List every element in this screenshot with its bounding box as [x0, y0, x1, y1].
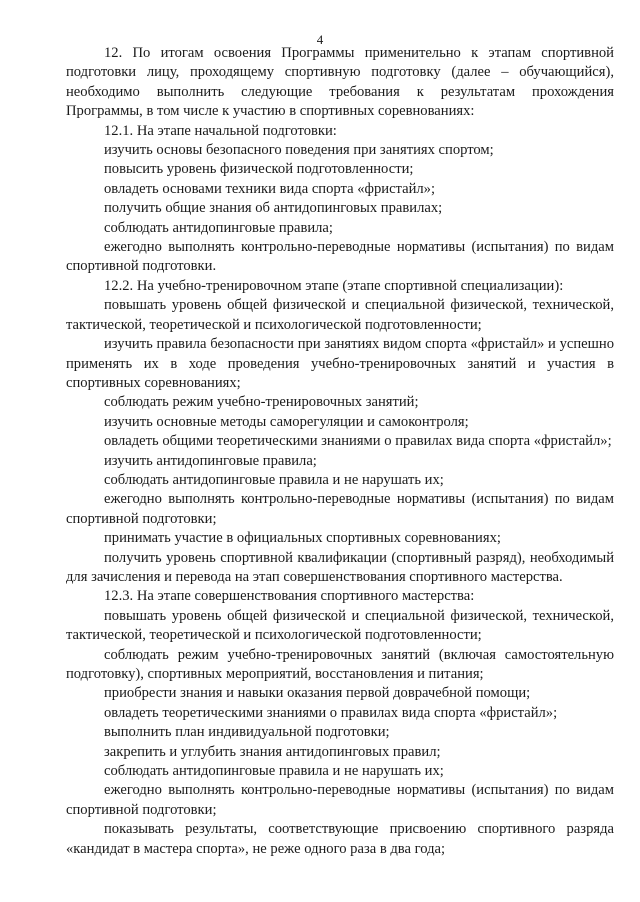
- list-item: ежегодно выполнять контрольно-переводные нормативы (испытания) по видам спортивной подготовки.: [66, 239, 614, 275]
- document-body: [66, 44, 614, 859]
- list-item: повышать уровень общей физической и специальной физической, технической, тактической, теоретической и психологической подготовленности;: [66, 297, 614, 333]
- subsection-heading-12-2: 12.2. На учебно-тренировочном этапе (этапе спортивной специализации):: [104, 277, 564, 294]
- list-item: ежегодно выполнять контрольно-переводные нормативы (испытания) по видам спортивной подготовки;: [66, 782, 614, 818]
- list-item: овладеть основами техники вида спорта «фристайл»;: [104, 180, 436, 197]
- list-item: соблюдать режим учебно-тренировочных занятий;: [104, 394, 419, 411]
- paragraph-12: 12. По итогам освоения Программы применительно к этапам спортивной подготовки лицу, проходящему спортивную подготовку (далее – обучающийся), необходимо выполнить следующие требования к результатам прохождения Программы, в том числе к участию в спортивных соревнованиях:: [66, 45, 614, 120]
- list-item: получить общие знания об антидопинговых правилах;: [104, 200, 443, 217]
- list-item: изучить основы безопасного поведения при занятиях спортом;: [104, 142, 494, 159]
- list-item: соблюдать режим учебно-тренировочных занятий (включая самостоятельную подготовку), спортивных мероприятий, восстановления и питания;: [66, 646, 614, 682]
- list-item: выполнить план индивидуальной подготовки;: [104, 724, 390, 741]
- list-item: повышать уровень общей физической и специальной физической, технической, тактической, теоретической и психологической подготовленности;: [66, 607, 614, 644]
- list-item: соблюдать антидопинговые правила и не нарушать их;: [104, 763, 444, 780]
- list-item: повысить уровень физической подготовленности;: [104, 161, 414, 178]
- list-item: соблюдать антидопинговые правила;: [104, 219, 333, 236]
- page-number: 4: [316, 32, 324, 47]
- list-item: соблюдать антидопинговые правила и не нарушать их;: [104, 471, 444, 488]
- list-item: изучить основные методы саморегуляции и самоконтроля;: [104, 413, 469, 430]
- list-item: изучить антидопинговые правила;: [104, 452, 317, 469]
- subsection-heading-12-3: 12.3. На этапе совершенствования спортивного мастерства:: [104, 588, 475, 605]
- list-item: ежегодно выполнять контрольно-переводные нормативы (испытания) по видам спортивной подготовки;: [66, 491, 614, 527]
- list-item: принимать участие в официальных спортивных соревнованиях;: [104, 530, 501, 547]
- list-item: изучить правила безопасности при занятиях видом спорта «фристайл» и успешно применять их в ходе проведения учебно-тренировочных занятий и участия в спортивных соревнованиях;: [66, 336, 614, 391]
- list-item: закрепить и углубить знания антидопинговых правил;: [104, 743, 441, 760]
- list-item: показывать результаты, соответствующие присвоению спортивного разряда «кандидат в мастера спорта», не реже одного раза в два года;: [66, 821, 614, 857]
- list-item: овладеть теоретическими знаниями о правилах вида спорта «фристайл»;: [104, 704, 558, 721]
- list-item: приобрести знания и навыки оказания первой доврачебной помощи;: [104, 685, 531, 702]
- list-item: овладеть общими теоретическими знаниями о правилах вида спорта «фристайл»;: [104, 433, 612, 450]
- subsection-heading-12-1: 12.1. На этапе начальной подготовки:: [104, 122, 337, 139]
- list-item: получить уровень спортивной квалификации (спортивный разряд), необходимый для зачисления и перевода на этап совершенствования спортивного мастерства.: [66, 549, 614, 585]
